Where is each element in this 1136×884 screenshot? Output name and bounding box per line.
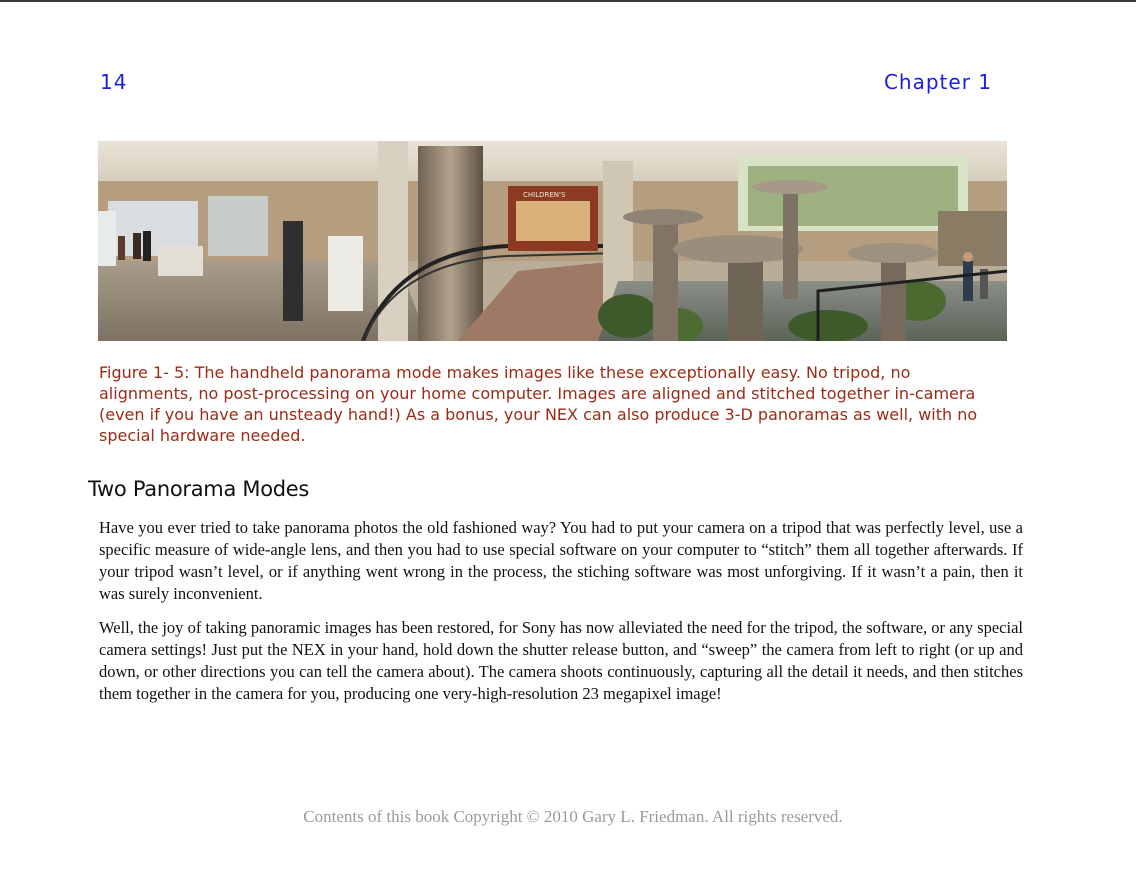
top-rule: [0, 0, 1136, 2]
page-number: 14: [100, 70, 128, 94]
figure-label: Figure 1- 5: [99, 363, 185, 382]
paragraph: Well, the joy of taking panoramic images has been restored, for Sony has now alleviated the need for the tripod, the software, or any special camera settings! Just put the NEX in your hand, hold down the shutter release button, and “sweep” the camera from left to right (or up and down, or other directions you can tell the camera about). The camera shoots continuously, capturing all the detail it needs, and then stitches them together in the camera for you, producing one very-high-resolution 23 megapixel image!: [99, 618, 1023, 703]
copyright-footer: Contents of this book Copyright © 2010 Gary L. Friedman. All rights reserved.: [303, 807, 843, 826]
panorama-photo: [98, 141, 1007, 341]
paragraph: Have you ever tried to take panorama photos the old fashioned way? You had to put your camera on a tripod that was perfectly level, use a specific measure of wide-angle lens, and then you had to use special software on your computer to “stitch” them all together afterwards. If your tripod wasn’t level, or if anything went wrong in the process, the stiching software was most unforgiving. If it wasn’t a pain, then it was surely inconvenient.: [99, 518, 1023, 603]
figure-caption-text: : The handheld panorama mode makes images like these exceptionally easy. No tripod, no alignments, no post-processing on your home computer. Images are aligned and stitched together in-camera (even if you have an unsteady hand!) As a bonus, your NEX can also produce 3-D panoramas as well, with no special hardware needed.: [99, 363, 978, 445]
store-sign: CHILDREN'S: [523, 191, 566, 199]
figure-caption: [99, 362, 999, 446]
section-title: Two Panorama Modes: [88, 477, 310, 501]
chapter-heading: Chapter 1: [883, 70, 992, 94]
